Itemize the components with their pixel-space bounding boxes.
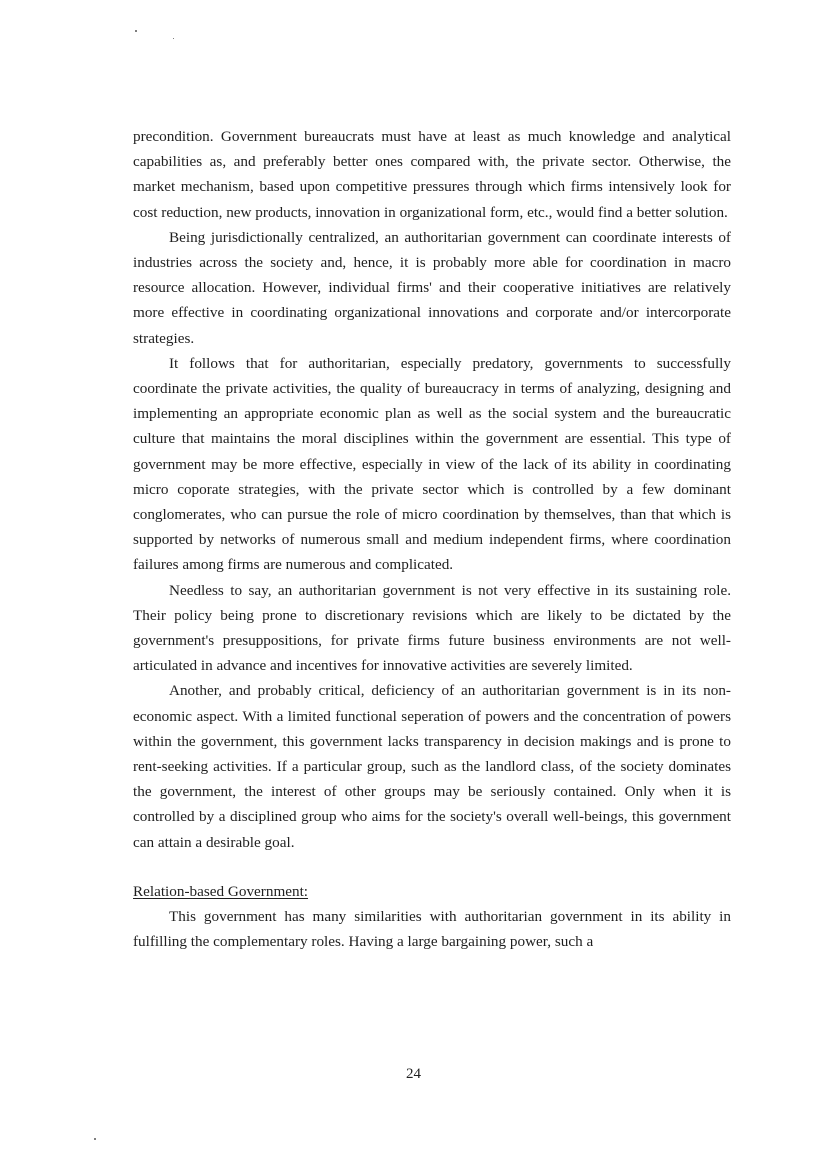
paragraph-relation-based: This government has many similarities with authoritarian government in its ability in fulfilling the complementary roles. Having a large bargaining power, such a [133, 908, 731, 951]
paragraph-continuation: precondition. Government bureaucrats must have at least as much knowledge and analytical capabilities as, and preferably better ones compared with, the private sector. Otherwise, the market mechanism, based upon competitive pressures through which firms intensively look for cost reduction, new products, innovation in organizational form, etc., would find a better solution. [133, 128, 731, 221]
scan-speck [94, 1138, 96, 1140]
body-text [133, 124, 731, 955]
scan-speck [173, 38, 174, 39]
page-number: 24 [406, 1066, 421, 1082]
section-heading: Relation-based Government: [133, 882, 309, 900]
paragraph-sustaining-role: Needless to say, an authoritarian government is not very effective in its sustaining role. Their policy being prone to discretionary revisions which are likely to be dictated by the government's presuppositions, for private firms future business environments are not well-articulated in advance and incentives for innovative activities are severely limited. [133, 581, 731, 675]
paragraph-centralized-coordination: Being jurisdictionally centralized, an authoritarian government can coordinate interests of industries across the society and, hence, it is probably more able for coordination in macro resource allocation. However, individual firms' and their cooperative initiatives are relatively more effective in coordinating organizational innovations and corporate and/or intercorporate strategies. [133, 228, 731, 347]
paragraph-bureaucracy-quality: It follows that for authoritarian, especially predatory, governments to successfully coordinate the private activities, the quality of bureaucracy in terms of analyzing, designing and implementing an appropriate economic plan as well as the social system and the bureaucratic culture that maintains the moral disciplines within the government are essential. This type of government may be more effective, especially in view of the lack of its ability in coordinating micro coporate strategies, with the private sector which is controlled by a few dominant conglomerates, who can pursue the role of micro coordination by themselves, than that which is supported by networks of numerous small and medium independent firms, where coordination failures among firms are numerous and complicated. [133, 354, 731, 574]
scan-speck [135, 30, 137, 32]
paragraph-non-economic-deficiency: Another, and probably critical, deficiency of an authoritarian government is in its non-economic aspect. With a limited functional seperation of powers and the concentration of powers within the government, this government lacks transparency in decision makings and is prone to rent-seeking activities. If a particular group, such as the landlord class, of the society dominates the government, the interest of other groups may be seriously contained. Only when it is controlled by a disciplined group who aims for the society's overall well-beings, this government can attain a desirable goal. [133, 682, 731, 851]
